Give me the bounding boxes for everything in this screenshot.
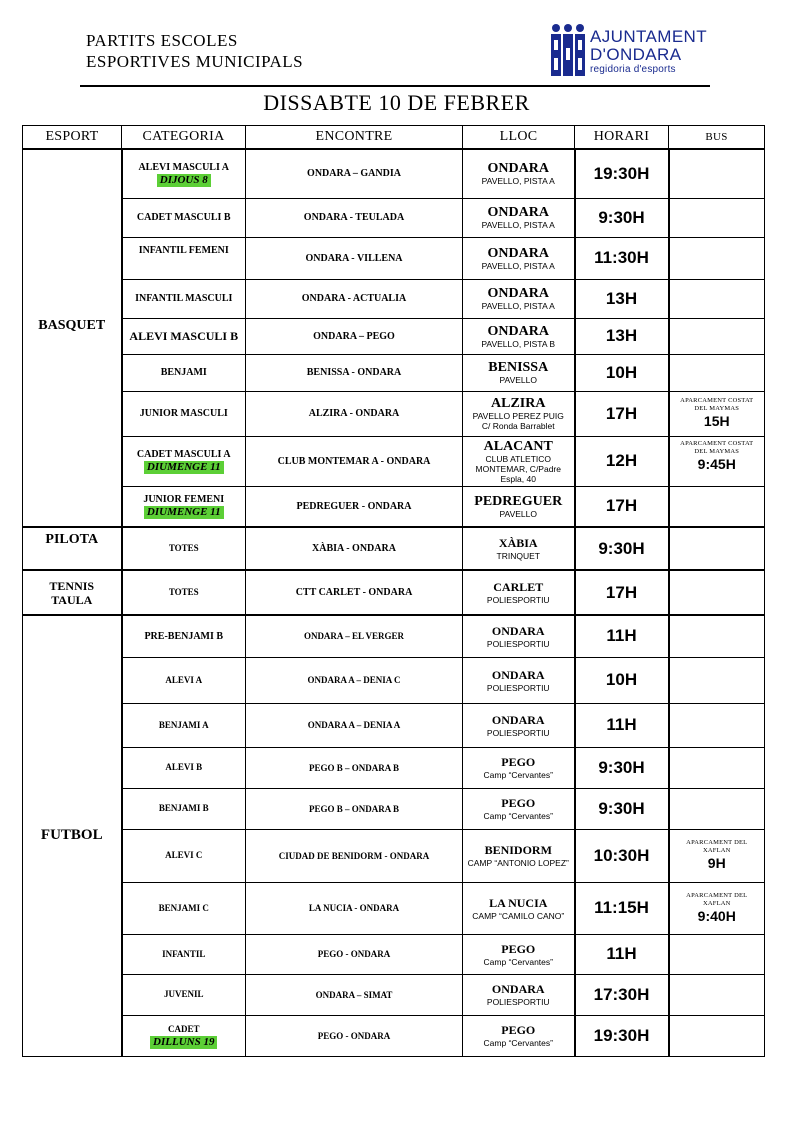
- bus-meeting-point: XAFLAN: [702, 899, 731, 907]
- category-cell: TOTES: [122, 527, 246, 570]
- venue-name: XÀBIA: [498, 536, 538, 550]
- venue-detail: Espla, 40: [500, 473, 536, 484]
- bus-cell: [669, 527, 765, 570]
- venue-name: LA NUCIA: [489, 895, 548, 910]
- time-cell: 13H: [575, 279, 669, 318]
- category-cell: BENJAMI: [122, 354, 246, 391]
- venue-name: ONDARA: [487, 245, 549, 261]
- venue-cell: [463, 149, 575, 198]
- category-cell: BENJAMI B: [122, 788, 246, 829]
- bus-cell: [669, 1015, 765, 1056]
- column-header-categoria: CATEGORIA: [122, 126, 246, 150]
- venue-cell: [463, 1015, 575, 1056]
- schedule-table: [22, 125, 765, 1057]
- match-cell: XÀBIA - ONDARA: [246, 527, 463, 570]
- venue-cell: [463, 527, 575, 570]
- venue-detail: POLIESPORTIU: [486, 682, 550, 693]
- venue-detail: Camp “Cervantes”: [483, 770, 553, 780]
- category-cell: JUNIOR MASCULI: [122, 391, 246, 436]
- bus-cell: [669, 354, 765, 391]
- ajuntament-emblem-icon: [548, 22, 588, 78]
- time-cell: 11:15H: [575, 882, 669, 934]
- column-header-esport: ESPORT: [23, 126, 122, 150]
- category-cell: TOTES: [122, 570, 246, 615]
- match-cell: BENISSA - ONDARA: [246, 354, 463, 391]
- match-cell: ONDARA - TEULADA: [246, 198, 463, 237]
- bus-cell: [669, 703, 765, 747]
- logo-text: [590, 28, 707, 76]
- venue-detail: PAVELLO, PISTA A: [481, 260, 555, 271]
- venue-name: PEDREGUER: [474, 493, 563, 509]
- table-row: [23, 703, 765, 747]
- table-row: [23, 657, 765, 703]
- category-label: CADET MASCULI A: [136, 449, 231, 460]
- venue-detail: PAVELLO, PISTA A: [481, 301, 555, 311]
- logo-line-3: regidoria d'esports: [590, 64, 676, 75]
- column-header-lloc: LLOC: [463, 126, 575, 150]
- time-cell: 11:30H: [575, 237, 669, 279]
- table-row: [23, 882, 765, 934]
- category-cell: [122, 1015, 246, 1056]
- match-cell: ONDARA - ACTUALIA: [246, 279, 463, 318]
- category-cell: CADET MASCULI B: [122, 198, 246, 237]
- column-header-encontre: ENCONTRE: [246, 126, 463, 150]
- date-note-highlight: DIUMENGE 11: [144, 506, 224, 519]
- match-cell: CTT CARLET - ONDARA: [246, 570, 463, 615]
- category-cell: INFANTIL MASCULI: [122, 279, 246, 318]
- sport-label-line-1: TENNIS: [49, 578, 95, 593]
- match-cell: PEGO B – ONDARA B: [246, 747, 463, 788]
- category-cell: [122, 486, 246, 527]
- match-cell: PEGO - ONDARA: [246, 934, 463, 974]
- venue-name: ONDARA: [487, 286, 549, 301]
- bus-departure-time: 9:45H: [697, 455, 736, 472]
- time-cell: 13H: [575, 318, 669, 354]
- venue-name: BENISSA: [488, 360, 549, 375]
- venue-detail: POLIESPORTIU: [486, 997, 550, 1007]
- bus-cell: [669, 615, 765, 657]
- category-cell: ALEVI MASCULI B: [122, 318, 246, 354]
- venue-detail: POLIESPORTIU: [486, 727, 550, 738]
- logo-line-1: AJUNTAMENT: [590, 27, 708, 46]
- table-row: [23, 829, 765, 882]
- venue-cell: [463, 486, 575, 527]
- table-row: [23, 486, 765, 527]
- table-row: [23, 149, 765, 198]
- ajuntament-logo: [548, 22, 713, 80]
- category-label: JUNIOR FEMENI: [143, 494, 225, 506]
- bus-departure-time: 15H: [703, 413, 730, 429]
- venue-detail: CAMP “CAMILO CANO”: [472, 910, 565, 921]
- bus-cell: [669, 391, 765, 436]
- bus-cell: [669, 657, 765, 703]
- venue-name: ONDARA: [491, 667, 545, 682]
- bus-meeting-point: APARCAMENT DEL: [686, 839, 748, 846]
- table-row: [23, 1015, 765, 1056]
- match-cell: ONDARA A – DENIA C: [246, 657, 463, 703]
- table-row: [23, 237, 765, 279]
- category-cell: ALEVI C: [122, 829, 246, 882]
- table-row: [23, 747, 765, 788]
- venue-cell: [463, 615, 575, 657]
- column-header-horari: HORARI: [575, 126, 669, 150]
- bus-meeting-point: APARCAMENT COSTAT: [680, 397, 754, 404]
- venue-detail: Camp “Cervantes”: [483, 1038, 553, 1048]
- match-cell: PEGO - ONDARA: [246, 1015, 463, 1056]
- venue-cell: [463, 934, 575, 974]
- venue-detail: Camp “Cervantes”: [483, 811, 553, 821]
- venue-detail: PAVELLO: [499, 508, 537, 519]
- venue-name: PEGO: [501, 941, 536, 956]
- sport-cell-tennis-taula: [23, 570, 122, 615]
- venue-name: ONDARA: [491, 982, 545, 996]
- venue-name: PEGO: [501, 796, 536, 810]
- bus-cell: [669, 934, 765, 974]
- document-title: [86, 30, 303, 72]
- venue-cell: [463, 974, 575, 1015]
- bus-meeting-point: APARCAMENT DEL: [686, 891, 748, 899]
- time-cell: 11H: [575, 934, 669, 974]
- venue-detail: POLIESPORTIU: [486, 595, 550, 605]
- match-cell: LA NUCIA - ONDARA: [246, 882, 463, 934]
- sport-cell-basquet: BASQUET: [23, 149, 122, 527]
- venue-cell: [463, 279, 575, 318]
- date-note-highlight: DILLUNS 19: [150, 1036, 217, 1049]
- bus-meeting-point: XAFLAN: [702, 847, 731, 854]
- bus-cell: [669, 788, 765, 829]
- match-cell: ONDARA – SIMAT: [246, 974, 463, 1015]
- venue-name: ONDARA: [491, 712, 545, 727]
- time-cell: 17H: [575, 391, 669, 436]
- venue-cell: [463, 198, 575, 237]
- table-row: [23, 974, 765, 1015]
- date-note-highlight: DIJOUS 8: [157, 174, 211, 187]
- bus-cell: [669, 829, 765, 882]
- bus-cell: [669, 747, 765, 788]
- venue-cell: [463, 747, 575, 788]
- sport-cell-pilota: PILOTA: [23, 527, 122, 570]
- venue-detail: Camp “Cervantes”: [483, 956, 553, 967]
- venue-cell: [463, 237, 575, 279]
- time-cell: 19:30H: [575, 149, 669, 198]
- match-cell: CLUB MONTEMAR A - ONDARA: [246, 436, 463, 486]
- category-cell: ALEVI B: [122, 747, 246, 788]
- time-cell: 10H: [575, 657, 669, 703]
- venue-name: CARLET: [493, 580, 544, 594]
- venue-cell: [463, 570, 575, 615]
- bus-cell: [669, 198, 765, 237]
- table-row: [23, 198, 765, 237]
- match-cell: ALZIRA - ONDARA: [246, 391, 463, 436]
- match-cell: ONDARA – PEGO: [246, 318, 463, 354]
- venue-name: BENIDORM: [484, 843, 552, 857]
- time-cell: 17:30H: [575, 974, 669, 1015]
- venue-detail: CLUB ATLETICO: [485, 453, 551, 464]
- category-cell: INFANTIL: [122, 934, 246, 974]
- table-row: [23, 615, 765, 657]
- venue-detail: CAMP “ANTONIO LOPEZ”: [467, 858, 569, 868]
- venue-name: ONDARA: [487, 323, 549, 339]
- category-cell: INFANTIL FEMENI: [122, 237, 246, 279]
- sport-cell-futbol: FUTBOL: [23, 615, 122, 1056]
- venue-name: ONDARA: [487, 205, 549, 220]
- table-row: [23, 318, 765, 354]
- bus-meeting-point: DEL MAYMAS: [694, 447, 740, 455]
- match-cell: PEGO B – ONDARA B: [246, 788, 463, 829]
- venue-cell: [463, 788, 575, 829]
- venue-cell: [463, 391, 575, 436]
- bus-cell: [669, 279, 765, 318]
- bus-cell: [669, 570, 765, 615]
- date-note-highlight: DIUMENGE 11: [144, 461, 224, 474]
- venue-detail: C/ Ronda Barrablet: [481, 421, 555, 431]
- venue-detail: PAVELLO PEREZ PUIG: [472, 411, 564, 421]
- venue-name: ONDARA: [487, 161, 549, 177]
- venue-cell: [463, 829, 575, 882]
- time-cell: 19:30H: [575, 1015, 669, 1056]
- match-cell: ONDARA - VILLENA: [246, 237, 463, 279]
- match-cell: ONDARA – GANDIA: [246, 149, 463, 198]
- match-cell: ONDARA – EL VERGER: [246, 615, 463, 657]
- time-cell: 10:30H: [575, 829, 669, 882]
- category-cell: [122, 149, 246, 198]
- time-cell: 11H: [575, 703, 669, 747]
- time-cell: 17H: [575, 570, 669, 615]
- bus-cell: [669, 149, 765, 198]
- venue-cell: [463, 436, 575, 486]
- title-line-1: PARTITS ESCOLES: [86, 31, 238, 50]
- venue-cell: [463, 703, 575, 747]
- table-row: [23, 436, 765, 486]
- venue-detail: TRINQUET: [496, 551, 540, 561]
- logo-line-2: D'ONDARA: [590, 45, 682, 64]
- venue-cell: [463, 318, 575, 354]
- category-cell: JUVENIL: [122, 974, 246, 1015]
- sport-label-line-2: TAULA: [51, 592, 93, 607]
- time-cell: 12H: [575, 436, 669, 486]
- time-cell: 17H: [575, 486, 669, 527]
- category-label: CADET: [167, 1023, 200, 1034]
- table-row: [23, 527, 765, 570]
- date-heading: DISSABTE 10 DE FEBRER: [263, 90, 530, 115]
- table-row: [23, 279, 765, 318]
- match-cell: PEDREGUER - ONDARA: [246, 486, 463, 527]
- time-cell: 9:30H: [575, 527, 669, 570]
- table-row: [23, 570, 765, 615]
- bus-meeting-point: APARCAMENT COSTAT: [680, 439, 754, 447]
- header-divider: [80, 85, 710, 87]
- category-cell: BENJAMI C: [122, 882, 246, 934]
- venue-cell: [463, 354, 575, 391]
- category-cell: PRE-BENJAMI B: [122, 615, 246, 657]
- match-cell: CIUDAD DE BENIDORM - ONDARA: [246, 829, 463, 882]
- bus-departure-time: 9H: [707, 855, 726, 871]
- time-cell: 11H: [575, 615, 669, 657]
- category-label: ALEVI MASCULI A: [138, 161, 230, 173]
- venue-name: ALZIRA: [491, 396, 546, 411]
- column-header-bus: BUS: [669, 126, 765, 150]
- table-row: [23, 354, 765, 391]
- venue-name: ONDARA: [491, 623, 545, 638]
- bus-meeting-point: DEL MAYMAS: [694, 405, 740, 412]
- venue-detail: POLIESPORTIU: [486, 638, 550, 649]
- table-header-row: [23, 126, 765, 150]
- venue-name: PEGO: [501, 755, 536, 769]
- venue-detail: PAVELLO, PISTA B: [481, 338, 556, 349]
- time-cell: 10H: [575, 354, 669, 391]
- table-row: [23, 788, 765, 829]
- bus-departure-time: 9:40H: [697, 907, 736, 924]
- table-row: [23, 934, 765, 974]
- bus-cell: [669, 237, 765, 279]
- time-cell: 9:30H: [575, 747, 669, 788]
- venue-detail: PAVELLO, PISTA A: [481, 176, 555, 187]
- bus-cell: [669, 436, 765, 486]
- time-cell: 9:30H: [575, 198, 669, 237]
- venue-name: PEGO: [501, 1023, 536, 1037]
- time-cell: 9:30H: [575, 788, 669, 829]
- venue-name: ALACANT: [483, 438, 553, 454]
- bus-cell: [669, 882, 765, 934]
- title-line-2: ESPORTIVES MUNICIPALS: [86, 52, 304, 71]
- venue-detail: PAVELLO: [499, 375, 537, 385]
- bus-cell: [669, 486, 765, 527]
- venue-cell: [463, 882, 575, 934]
- bus-cell: [669, 318, 765, 354]
- bus-cell: [669, 974, 765, 1015]
- category-cell: BENJAMI A: [122, 703, 246, 747]
- match-cell: ONDARA A – DENIA A: [246, 703, 463, 747]
- venue-cell: [463, 657, 575, 703]
- table-row: [23, 391, 765, 436]
- venue-detail: MONTEMAR, C/Padre: [475, 463, 561, 474]
- category-cell: [122, 436, 246, 486]
- venue-detail: PAVELLO, PISTA A: [481, 220, 555, 230]
- category-cell: ALEVI A: [122, 657, 246, 703]
